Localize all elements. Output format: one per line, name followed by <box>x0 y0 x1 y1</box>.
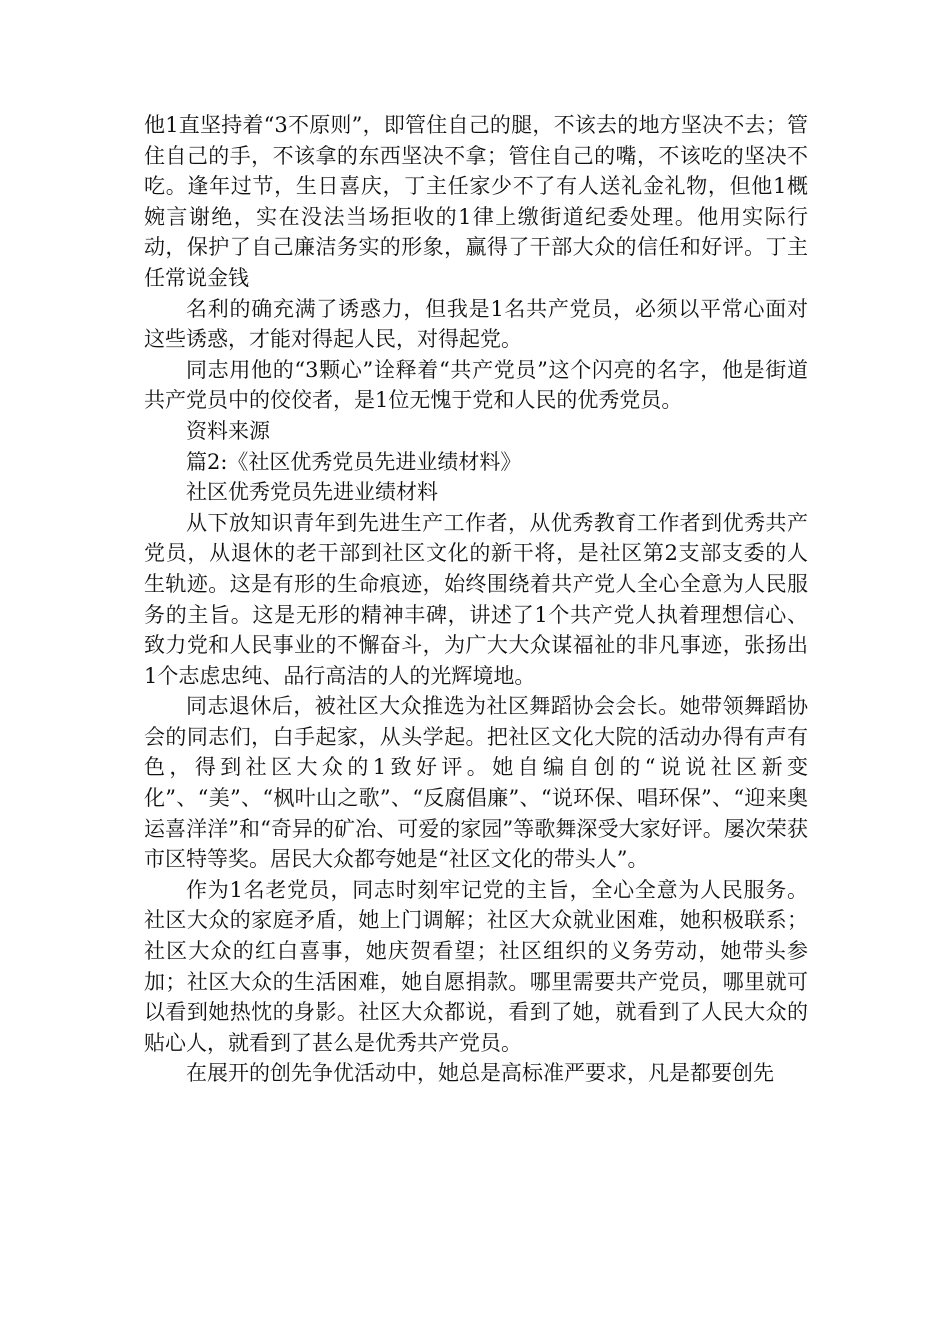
article-title: 社区优秀党员先进业绩材料 <box>186 480 438 505</box>
document-page <box>144 110 808 1089</box>
section-heading: 篇2:《社区优秀党员先进业绩材料》 <box>186 449 522 474</box>
body-paragraph-3: 同志用他的“3颗心”诠释着“共产党员”这个闪亮的名字，他是街道共产党员中的佼佼者，是1位无愧于党和人民的优秀党员。 <box>144 357 808 413</box>
body-paragraph-6: 作为1名老党员，同志时刻牢记党的主旨，全心全意为人民服务。社区大众的家庭矛盾，她上门调解；社区大众就业困难，她积极联系；社区大众的红白喜事，她庆贺看望；社区组织的义务劳动，她带头参加；社区大众的生活困难，她自愿捐款。哪里需要共产党员，哪里就可以看到她热忱的身影。社区大众都说，看到了她，就看到了人民大众的贴心人，就看到了甚么是优秀共产党员。 <box>144 877 808 1055</box>
body-paragraph-1: 他1直坚持着“3不原则”，即管住自己的腿，不该去的地方坚决不去；管住自己的手，不该拿的东西坚决不拿；管住自己的嘴，不该吃的坚决不吃。逢年过节，生日喜庆，丁主任家少不了有人送礼金礼物，但他1概婉言谢绝，实在没法当场拒收的1律上缴街道纪委处理。他用实际行动，保护了自己廉洁务实的形象，赢得了干部大众的信任和好评。丁主任常说金钱 <box>144 113 808 290</box>
body-paragraph-7: 在展开的创先争优活动中，她总是高标准严要求，凡是都要创先 <box>186 1061 774 1086</box>
body-paragraph-2: 名利的确充满了诱惑力，但我是1名共产党员，必须以平常心面对这些诱惑，才能对得起人民，对得起党。 <box>144 296 808 352</box>
body-paragraph-4: 从下放知识青年到先进生产工作者，从优秀教育工作者到优秀共产党员，从退休的老干部到社区文化的新干将，是社区第2支部支委的人生轨迹。这是有形的生命痕迹，始终围绕着共产党人全心全意为人民服务的主旨。这是无形的精神丰碑，讲述了1个共产党人执着理想信心、致力党和人民事业的不懈奋斗，为广大大众谋福祉的非凡事迹，张扬出1个志虑忠纯、品行高洁的人的光辉境地。 <box>144 510 808 688</box>
source-label: 资料来源 <box>186 418 270 443</box>
body-paragraph-5: 同志退休后，被社区大众推选为社区舞蹈协会会长。她带领舞蹈协会的同志们，白手起家，从头学起。把社区文化大院的活动办得有声有色，得到社区大众的1致好评。她自编自创的“说说社区新变化”、“美”、“枫叶山之歌”、“反腐倡廉”、“说环保、唱环保”、“迎来奥运喜洋洋”和“奇异的矿冶、可爱的家园”等歌舞深受大家好评。屡次荣获市区特等奖。居民大众都夸她是“社区文化的带头人”。 <box>144 694 808 872</box>
